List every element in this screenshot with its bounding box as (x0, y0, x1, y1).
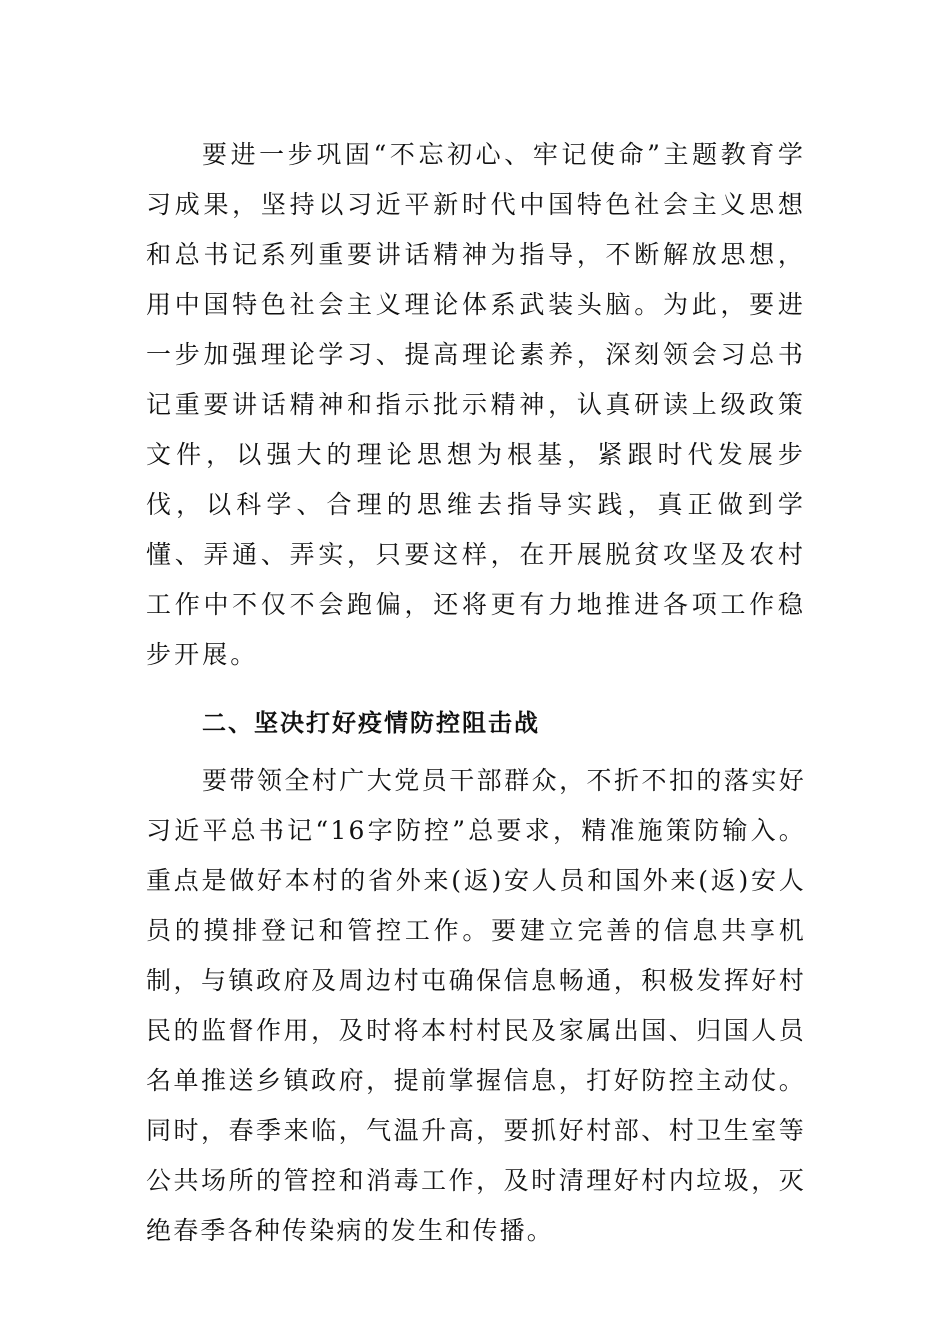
paragraph-theory-study: 要进一步巩固“不忘初心、牢记使命”主题教育学习成果，坚持以习近平新时代中国特色社会主义思想和总书记系列重要讲话精神为指导，不断解放思想，用中国特色社会主义理论体系武装头脑。为此，要进一步加强理论学习、提高理论素养，深刻领会习总书记重要讲话精神和指示批示精神，认真研读上级政策文件，以强大的理论思想为根基，紧跟时代发展步伐，以科学、合理的思维去指导实践，真正做到学懂、弄通、弄实，只要这样，在开展脱贫攻坚及农村工作中不仅不会跑偏，还将更有力地推进各项工作稳步开展。 (146, 140, 806, 669)
paragraph-epidemic-control: 要带领全村广大党员干部群众，不折不扣的落实好习近平总书记“16字防控”总要求，精准施策防输入。重点是做好本村的省外来(返)安人员和国外来(返)安人员的摸排登记和管控工作。要建立完善的信息共享机制，与镇政府及周边村屯确保信息畅通，积极发挥好村民的监督作用，及时将本村村民及家属出国、归国人员名单推送乡镇政府，提前掌握信息，打好防控主动仗。同时，春季来临，气温升高，要抓好村部、村卫生室等公共场所的管控和消毒工作，及时清理好村内垃圾，灭绝春季各种传染病的发生和传播。 (146, 766, 806, 1245)
section-heading-epidemic-control: 二、坚决打好疫情防控阻击战 (202, 709, 540, 737)
document-body (146, 130, 806, 1256)
